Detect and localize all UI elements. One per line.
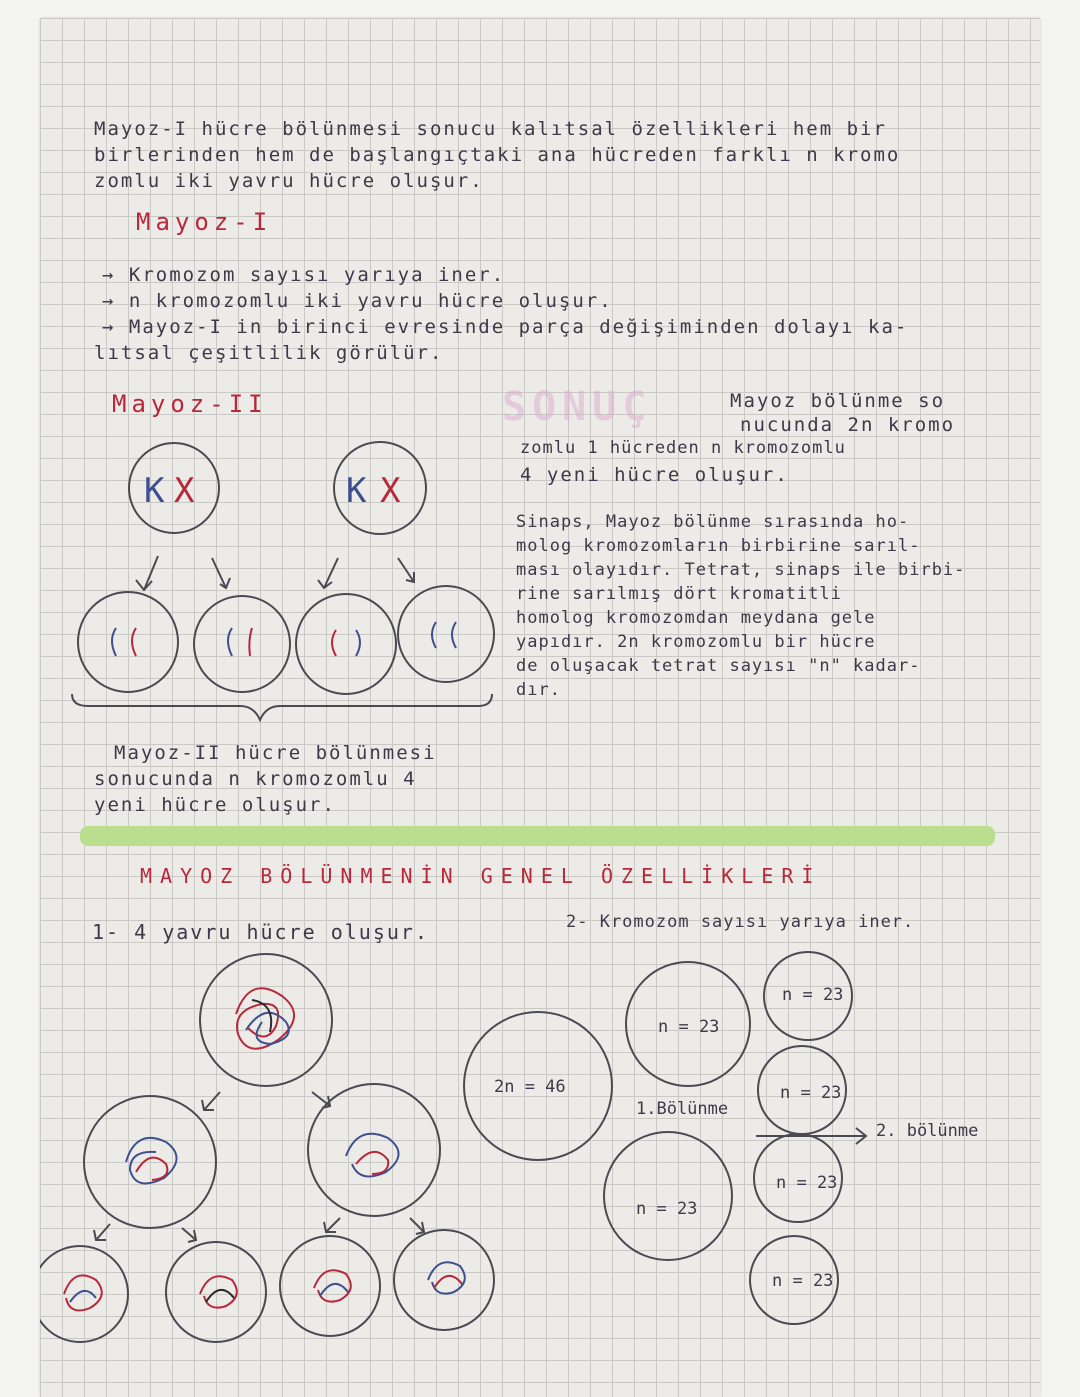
general-point-1: 1- 4 yavru hücre oluşur. [92, 920, 429, 944]
mayoz2-arrows [136, 556, 414, 590]
final-cell-2-label: n = 23 [780, 1083, 842, 1103]
division-1-label: 1.Bölünme [636, 1099, 729, 1119]
parent-2n-label: 2n = 46 [494, 1077, 566, 1097]
mid-cell-bottom [604, 1132, 732, 1260]
mayoz2-title: Mayoz-II [112, 390, 268, 418]
mayoz2-parent-cell-left [129, 443, 219, 533]
mid-cell-bottom-label: n = 23 [636, 1199, 698, 1219]
final-cell-3-label: n = 23 [776, 1173, 838, 1193]
general-title: MAYOZ BÖLÜNMENİN GENEL ÖZELLİKLERİ [140, 864, 822, 888]
tree-arrows-level-2 [94, 1218, 424, 1242]
watermark-stamp: SONUÇ [502, 384, 653, 430]
sonuc-line-2: nucunda 2n kromo [740, 414, 956, 436]
final-cell-4-label: n = 23 [772, 1271, 834, 1291]
intro-line-1: Mayoz-I hücre bölünmesi sonucu kalıtsal özellikleri hem bir [94, 118, 887, 140]
svg-text:X: X [174, 471, 195, 511]
tree-parent-cell [200, 954, 332, 1086]
sinaps-line-6: yapıdır. 2n kromozomlu bir hücre [516, 632, 876, 652]
intro-line-3: zomlu iki yavru hücre oluşur. [94, 170, 484, 192]
diagram-layer [40, 18, 1040, 1397]
mayoz2-parent-cell-right [334, 442, 426, 534]
mayoz1-title: Mayoz-I [136, 208, 273, 236]
tree-final-cells [40, 1230, 494, 1342]
sinaps-line-7: de oluşacak tetrat sayısı "n" kadar- [516, 656, 921, 676]
mayoz1-bullet-1: → Kromozom sayısı yarıya iner. [102, 264, 506, 286]
sinaps-line-3: ması olayıdır. Tetrat, sinaps ile birbi- [516, 560, 966, 580]
notebook-page [40, 18, 1040, 1397]
sinaps-line-4: rine sarılmış dört kromatitli [516, 584, 842, 604]
sinaps-line-2: molog kromozomların birbirine sarıl- [516, 536, 921, 556]
mayoz2-caption-3: yeni hücre oluşur. [94, 794, 336, 816]
tree-mid-cell-left [84, 1096, 216, 1228]
mayoz1-bullet-2: → n kromozomlu iki yavru hücre oluşur. [102, 290, 613, 312]
mayoz2-caption-2: sonucunda n kromozomlu 4 [94, 768, 417, 790]
mid-cell-top-label: n = 23 [658, 1017, 720, 1037]
sonuc-line-1: Mayoz bölünme so [730, 390, 946, 412]
bracket-brace [72, 694, 492, 720]
sonuc-line-3: zomlu 1 hücreden n kromozomlu [520, 438, 846, 458]
mayoz1-bullet-3: → Mayoz-I in birinci evresinde parça değişiminden dolayı ka- [102, 316, 909, 338]
svg-text:K: K [144, 471, 165, 511]
tree-arrows-level-1 [202, 1092, 330, 1110]
sinaps-line-8: dır. [516, 680, 561, 700]
general-point-2: 2- Kromozom sayısı yarıya iner. [566, 912, 915, 932]
mayoz2-daughter-cells [78, 586, 494, 694]
mayoz2-caption-1: Mayoz-II hücre bölünmesi [114, 742, 437, 764]
sinaps-line-1: Sinaps, Mayoz bölünme sırasında ho- [516, 512, 910, 532]
intro-line-2: birlerinden hem de başlangıçtaki ana hücreden farklı n kromo [94, 144, 901, 166]
final-cell-1-label: n = 23 [782, 985, 844, 1005]
division-2-label: 2. bölünme [876, 1121, 979, 1141]
svg-text:X: X [380, 471, 401, 511]
sonuc-line-4: 4 yeni hücre oluşur. [520, 464, 789, 486]
tree-mid-cell-right [308, 1084, 440, 1216]
svg-text:K: K [346, 471, 367, 511]
mayoz1-continuation: lıtsal çeşitlilik görülür. [94, 342, 444, 364]
sinaps-line-5: homolog kromozomdan meydana gele [516, 608, 876, 628]
